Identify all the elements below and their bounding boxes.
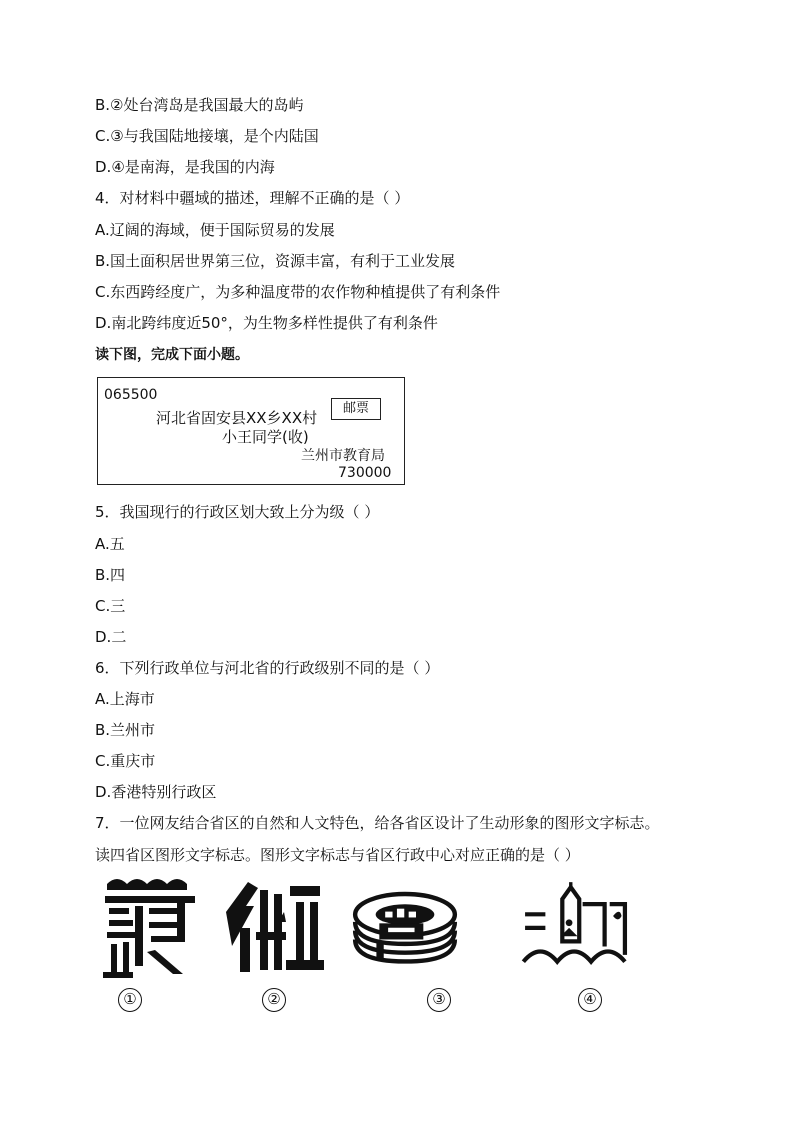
option-a-q6: A.上海市 [95,690,155,708]
option-c-q4: C.东西跨经度广，为多种温度带的农作物种植提供了有利条件 [95,283,501,301]
province-logo-3-icon [350,872,460,982]
province-logo-4-icon [520,872,630,982]
logo-label-1: ① [118,988,142,1012]
option-c-q6: C.重庆市 [95,752,156,770]
option-d-q4: D.南北跨纬度近50°，为生物多样性提供了有利条件 [95,314,438,332]
option-a-q4: A.辽阔的海域，便于国际贸易的发展 [95,221,335,239]
option-b-q4: B.国土面积居世界第三位，资源丰富，有利于工业发展 [95,252,456,270]
option-b-q6: B.兰州市 [95,721,156,739]
question-6: 6．下列行政单位与河北省的行政级别不同的是（ ） [95,659,440,677]
question-7: 7．一位网友结合省区的自然和人文特色，给各省区设计了生动形象的图形文字标志。 [95,814,660,832]
envelope-recipient: 小王同学(收) [222,428,309,446]
logo-label-4: ④ [578,988,602,1012]
envelope-stamp: 邮票 [331,398,381,420]
envelope-sender: 兰州市教育局 [301,448,385,464]
envelope-postcode-from: 065500 [104,387,158,403]
province-logo-1-icon [95,872,205,982]
read-note: 读下图，完成下面小题。 [95,347,249,363]
envelope-address: 河北省固安县XX乡XX村 [156,409,318,427]
option-d-q5: D.二 [95,628,127,646]
question-7-cont: 读四省区图形文字标志。图形文字标志与省区行政中心对应正确的是（ ） [95,846,580,864]
envelope-postcode-to: 730000 [338,465,392,481]
option-d-q3: D.④是南海，是我国的内海 [95,158,275,176]
option-b-q5: B.四 [95,566,126,584]
question-4: 4．对材料中疆域的描述，理解不正确的是（ ） [95,189,410,207]
option-d-q6: D.香港特别行政区 [95,783,217,801]
question-5: 5．我国现行的行政区划大致上分为级（ ） [95,503,380,521]
option-b-q3: B.②处台湾岛是我国最大的岛屿 [95,96,304,114]
logo-label-2: ② [262,988,286,1012]
option-c-q5: C.三 [95,597,126,615]
option-a-q5: A.五 [95,535,125,553]
logo-label-3: ③ [427,988,451,1012]
envelope-figure [97,377,405,485]
province-logo-2-icon [220,872,330,982]
option-c-q3: C.③与我国陆地接壤，是个内陆国 [95,127,319,145]
